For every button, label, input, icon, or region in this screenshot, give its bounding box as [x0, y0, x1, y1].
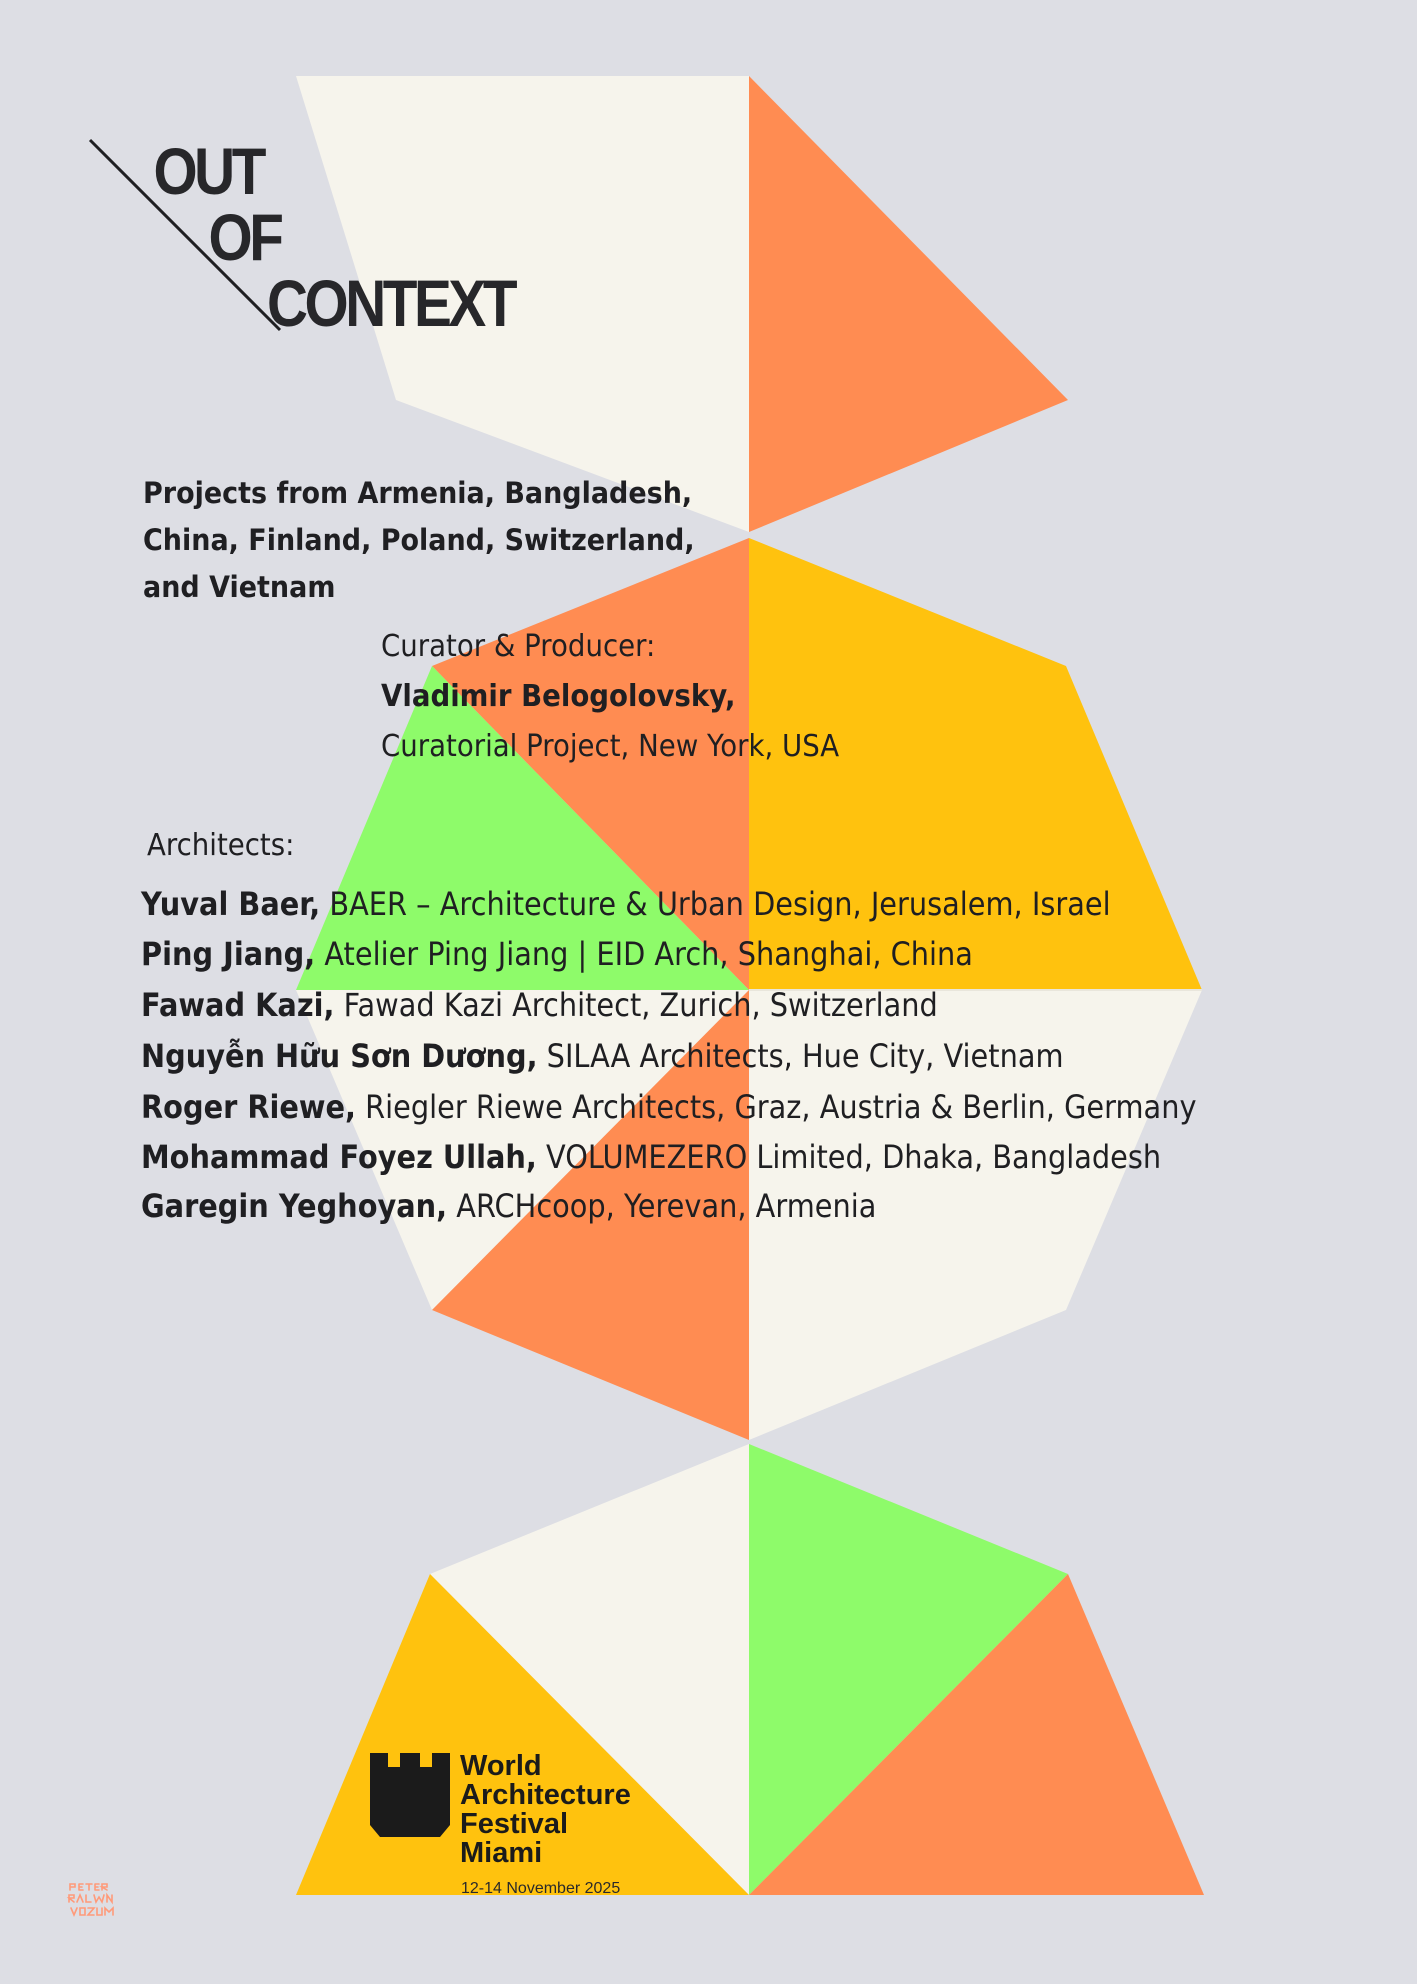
curator-label: Curator & Producer:: [381, 629, 656, 664]
title-line-1: OUT: [153, 134, 263, 208]
architect-name: Roger Riewe,: [141, 1088, 357, 1126]
curator-block: [381, 622, 839, 772]
festival-name: [460, 1752, 631, 1868]
intro-line-2: China, Finland, Poland, Switzerland,: [143, 523, 695, 557]
architect-details: SILAA Architects, Hue City, Vietnam: [546, 1037, 1064, 1075]
waf-logo-icon: [370, 1753, 450, 1837]
architect-details: Atelier Ping Jiang | EID Arch, Shanghai, China: [324, 935, 973, 973]
architect-row: [141, 1085, 1196, 1129]
architect-details: ARCHcoop, Yerevan, Armenia: [456, 1187, 877, 1225]
intro-text: [143, 470, 695, 611]
festival-line-2: Architecture: [460, 1779, 631, 1811]
architect-name: Yuval Baer,: [141, 885, 321, 923]
architect-details: VOLUMEZERO Limited, Dhaka, Bangladesh: [546, 1138, 1162, 1176]
top-right-orange-triangle: [749, 76, 1068, 532]
architects-label: Architects:: [147, 828, 295, 863]
architect-details: Fawad Kazi Architect, Zurich, Switzerland: [343, 986, 938, 1024]
intro-line-3: and Vietnam: [143, 570, 336, 604]
poster-title: [150, 134, 515, 340]
festival-line-4: Miami: [460, 1837, 543, 1869]
architect-row: [141, 882, 1111, 926]
architect-row: [141, 1034, 1064, 1078]
architect-row: [141, 1184, 876, 1228]
architect-details: Riegler Riewe Architects, Graz, Austria & Berlin, Germany: [365, 1088, 1197, 1126]
festival-line-3: Festival: [460, 1808, 568, 1840]
title-line-3: CONTEXT: [266, 266, 515, 340]
architect-row: [141, 932, 973, 976]
intro-line-1: Projects from Armenia, Bangladesh,: [143, 476, 693, 510]
architect-details: BAER – Architecture & Urban Design, Jerusalem, Israel: [329, 885, 1111, 923]
festival-date: 12-14 November 2025: [461, 1880, 621, 1897]
architect-name: Mohammad Foyez Ullah,: [141, 1138, 537, 1176]
architect-name: Ping Jiang,: [141, 935, 316, 973]
artist-signature-icon: [66, 1882, 122, 1920]
architect-name: Nguyễn Hữu Sơn Dương,: [141, 1037, 538, 1075]
title-line-2: OF: [208, 200, 281, 274]
architect-row: [141, 983, 938, 1027]
architect-row: [141, 1135, 1161, 1179]
festival-line-1: World: [460, 1750, 542, 1782]
curator-name: Vladimir Belogolovsky,: [381, 679, 736, 714]
architect-name: Garegin Yeghoyan,: [141, 1187, 448, 1225]
curator-affiliation: Curatorial Project, New York, USA: [381, 729, 840, 764]
architect-name: Fawad Kazi,: [141, 986, 335, 1024]
